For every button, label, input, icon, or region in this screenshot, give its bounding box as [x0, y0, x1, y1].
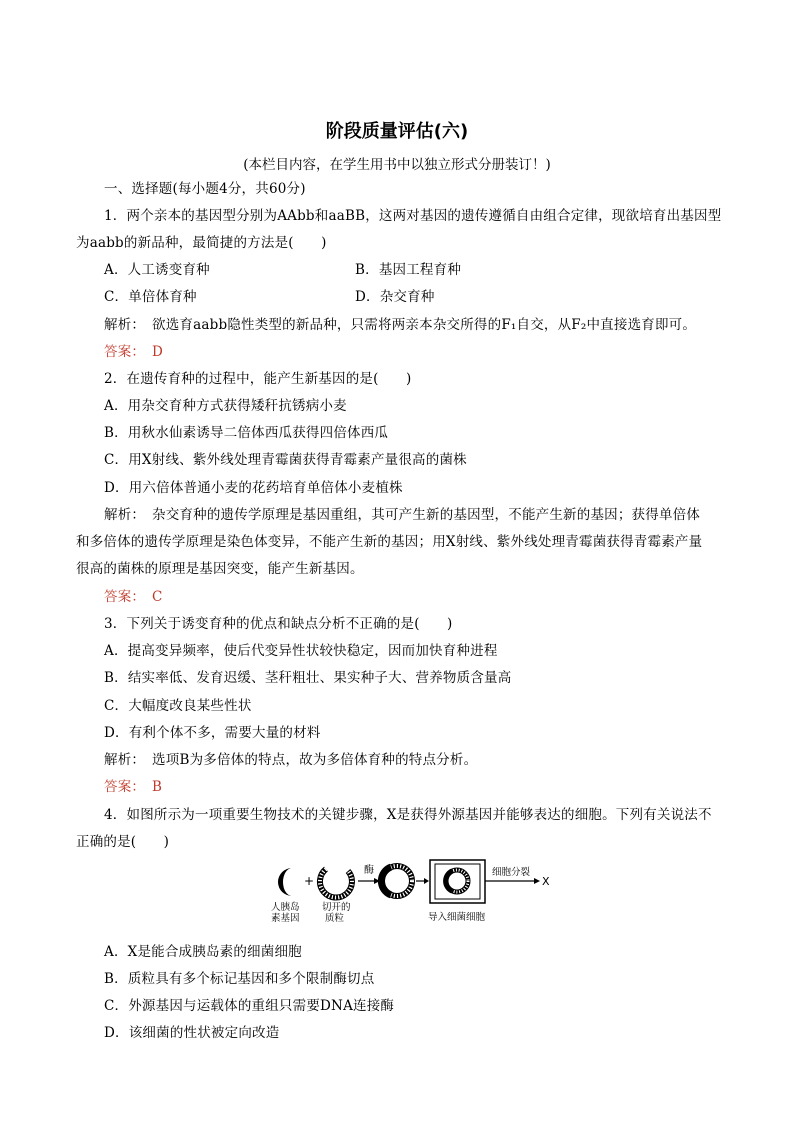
q3-option-c: C．大幅度改良某些性状 [104, 698, 252, 714]
q1-analysis: 解析： 欲选育aabb隐性类型的新品种，只需将两亲本杂交所得的F₁自交，从F₂中直接选育即可。 [104, 317, 697, 333]
q1-answer: 答案： D [104, 344, 164, 360]
q2-analysis-line2: 和多倍体的遗传学原理是染色体变异，不能产生新的基因；用X射线、紫外线处理青霉菌获得青霉素产量 [76, 534, 703, 550]
cell-division-label: 细胞分裂 [492, 867, 531, 878]
insulin-gene-fragment [278, 868, 292, 896]
q1-option-b: B．基因工程育种 [355, 262, 462, 278]
recombinant-plasmid [381, 866, 412, 896]
q2-stem: 2．在遗传育种的过程中，能产生新基因的是( ) [104, 371, 412, 387]
insulin-gene-label-2: 素基因 [271, 913, 300, 924]
q4-option-b: B．质粒具有多个标记基因和多个限制酶切点 [104, 971, 375, 987]
plus-sign: + [304, 874, 315, 888]
insulin-gene-label-1: 人胰岛 [271, 902, 300, 913]
cut-plasmid-label-1: 切开的 [322, 902, 351, 913]
q3-option-d: D．有利个体不多，需要大量的材料 [104, 725, 321, 741]
q2-option-a: A．用杂交育种方式获得矮秆抗锈病小麦 [104, 398, 347, 414]
q2-option-b: B．用秋水仙素诱导二倍体西瓜获得四倍体西瓜 [104, 425, 389, 441]
x-cell-label: X [542, 875, 550, 888]
enzyme-label: 酶 [364, 865, 374, 876]
q4-option-c: C．外源基因与运载体的重组只需要DNA连接酶 [104, 998, 395, 1014]
bacterial-cell-box [430, 860, 485, 903]
recombinant-dna-diagram [270, 855, 560, 935]
q4-option-a: A．X是能合成胰岛素的细菌细胞 [104, 944, 302, 960]
bacterial-cell-label: 导入细菌细胞 [428, 912, 486, 923]
q2-analysis-line3: 很高的菌株的原理是基因突变，能产生新基因。 [76, 561, 364, 577]
page-title: 阶段质量评估(六) [325, 121, 469, 142]
q3-stem: 3．下列关于诱变育种的优点和缺点分析不正确的是( ) [104, 616, 453, 632]
q1-stem-line2: 为aabb的新品种，最简捷的方法是( ) [76, 235, 327, 251]
cut-plasmid-label-2: 质粒 [325, 913, 345, 924]
section-heading: 一、选择题(每小题4分，共60分) [104, 181, 306, 197]
q2-option-c: C．用X射线、紫外线处理青霉菌获得青霉素产量很高的菌株 [104, 452, 467, 468]
q2-answer: 答案： C [104, 589, 163, 605]
q1-option-c: C．单倍体育种 [104, 289, 197, 305]
q1-option-a: A．人工诱变育种 [104, 262, 210, 278]
q3-option-a: A．提高变异频率，使后代变异性状较快稳定，因而加快育种进程 [104, 643, 498, 659]
q3-answer: 答案： B [104, 779, 163, 795]
binding-note: (本栏目内容，在学生用书中以独立形式分册装订！) [243, 157, 551, 173]
q3-analysis: 解析： 选项B为多倍体的特点，故为多倍体育种的特点分析。 [104, 752, 478, 768]
q4-stem-line1: 4．如图所示为一项重要生物技术的关键步骤，X是获得外源基因并能够表达的细胞。下列有关说法不 [104, 807, 712, 823]
q3-option-b: B．结实率低、发育迟缓、茎秆粗壮、果实种子大、营养物质含量高 [104, 670, 512, 686]
q4-stem-line2: 正确的是( ) [76, 834, 170, 850]
q2-analysis-line1: 解析： 杂交育种的遗传学原理是基因重组，其可产生新的基因型，不能产生新的基因；获得单倍体 [104, 507, 701, 523]
q2-option-d: D．用六倍体普通小麦的花药培育单倍体小麦植株 [104, 480, 403, 496]
q1-stem-line1: 1．两个亲本的基因型分别为AAbb和aaBB，这两对基因的遗传遵循自由组合定律，现欲培育出基因型 [104, 208, 722, 224]
cut-plasmid [320, 869, 352, 898]
q4-option-d: D．该细菌的性状被定向改造 [104, 1025, 280, 1041]
q1-option-d: D．杂交育种 [355, 289, 435, 305]
